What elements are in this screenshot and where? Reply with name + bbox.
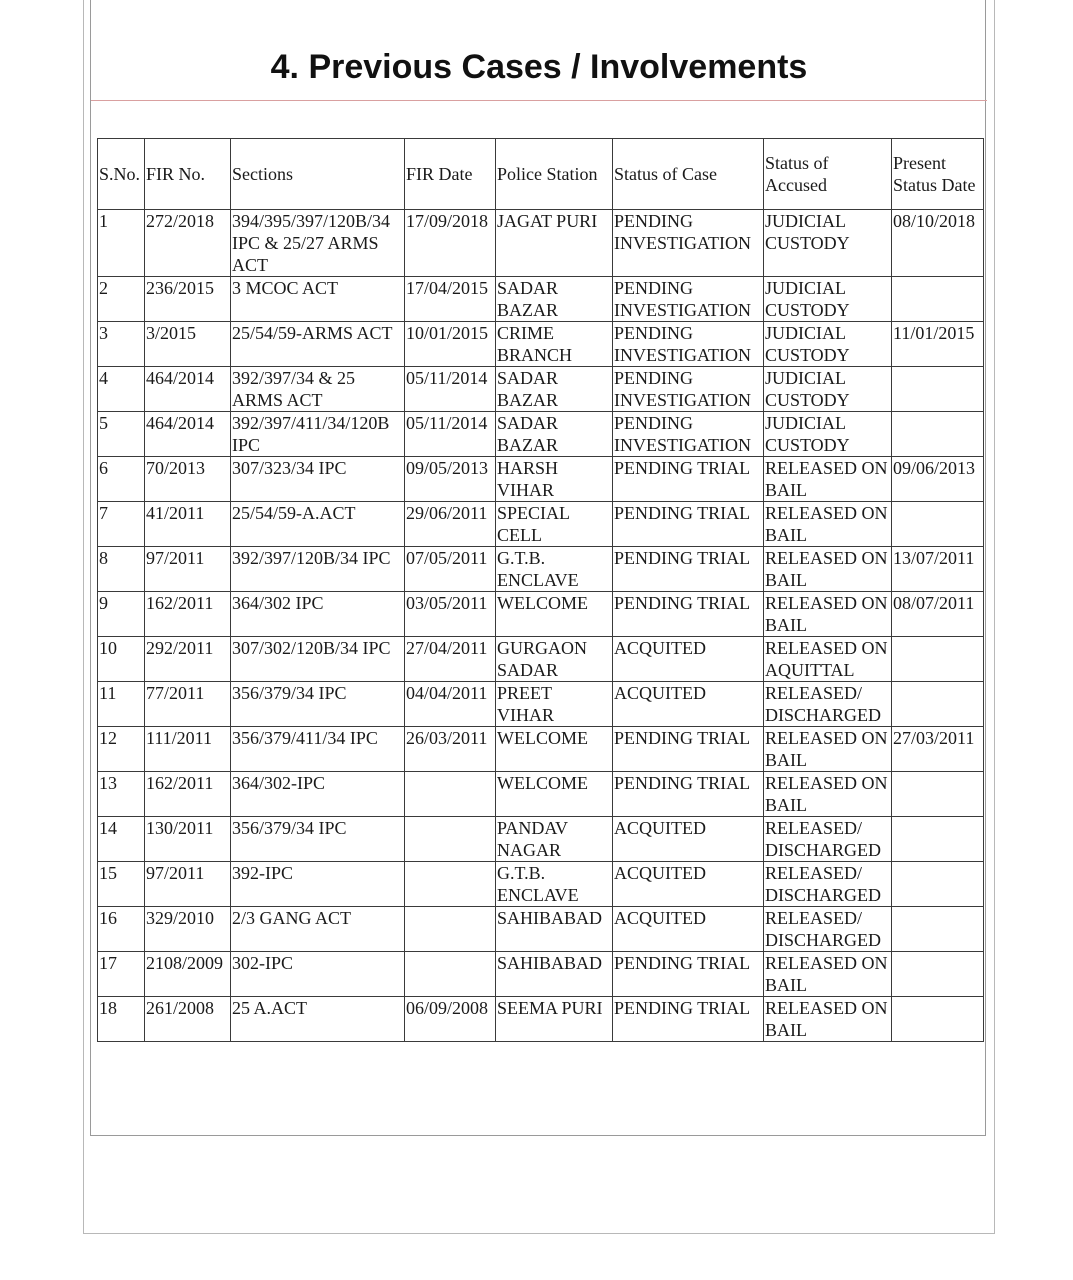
cell-fir-no: 162/2011 <box>145 772 231 817</box>
cell-fir-no: 97/2011 <box>145 547 231 592</box>
cell-sno: 15 <box>98 862 145 907</box>
cell-sno: 1 <box>98 210 145 277</box>
cell-status-of-case: PENDING TRIAL <box>613 997 764 1042</box>
cell-status-of-case: PENDING TRIAL <box>613 592 764 637</box>
cell-police-station: SADAR BAZAR <box>496 412 613 457</box>
cell-police-station: WELCOME <box>496 592 613 637</box>
cell-sno: 18 <box>98 997 145 1042</box>
cell-status-of-case: PENDING INVESTIGATION <box>613 210 764 277</box>
cell-present-status-date <box>892 412 984 457</box>
cell-fir-date: 03/05/2011 <box>405 592 496 637</box>
cell-present-status-date <box>892 952 984 997</box>
cell-police-station: SEEMA PURI <box>496 997 613 1042</box>
cell-status-of-case: PENDING TRIAL <box>613 772 764 817</box>
table-row <box>98 277 984 322</box>
cell-status-of-accused: RELEASED ON BAIL <box>764 547 892 592</box>
cell-fir-no: 41/2011 <box>145 502 231 547</box>
cell-police-station: PREET VIHAR <box>496 682 613 727</box>
cell-status-of-accused: RELEASED ON BAIL <box>764 997 892 1042</box>
title-divider <box>91 100 987 101</box>
cell-present-status-date <box>892 367 984 412</box>
table-row <box>98 682 984 727</box>
cell-sections: 392/397/34 & 25 ARMS ACT <box>231 367 405 412</box>
header-fir-no: FIR No. <box>145 139 231 210</box>
cell-present-status-date: 11/01/2015 <box>892 322 984 367</box>
cell-sno: 2 <box>98 277 145 322</box>
cell-status-of-accused: RELEASED ON BAIL <box>764 772 892 817</box>
cell-present-status-date <box>892 682 984 727</box>
cell-present-status-date: 08/07/2011 <box>892 592 984 637</box>
cell-present-status-date: 27/03/2011 <box>892 727 984 772</box>
cell-present-status-date <box>892 502 984 547</box>
cell-fir-no: 3/2015 <box>145 322 231 367</box>
cell-fir-date: 05/11/2014 <box>405 367 496 412</box>
cell-police-station: SADAR BAZAR <box>496 367 613 412</box>
cell-police-station: SAHIBABAD <box>496 907 613 952</box>
table-row <box>98 210 984 277</box>
cell-police-station: SPECIAL CELL <box>496 502 613 547</box>
cell-fir-date <box>405 862 496 907</box>
cell-sno: 12 <box>98 727 145 772</box>
header-fir-date: FIR Date <box>405 139 496 210</box>
cell-fir-date: 17/09/2018 <box>405 210 496 277</box>
cell-present-status-date <box>892 862 984 907</box>
cell-sections: 364/302 IPC <box>231 592 405 637</box>
cell-fir-no: 261/2008 <box>145 997 231 1042</box>
cell-status-of-case: PENDING TRIAL <box>613 457 764 502</box>
cell-fir-date <box>405 817 496 862</box>
cell-present-status-date <box>892 907 984 952</box>
cell-present-status-date: 13/07/2011 <box>892 547 984 592</box>
cell-sno: 14 <box>98 817 145 862</box>
cell-status-of-accused: JUDICIAL CUSTODY <box>764 367 892 412</box>
page-title: 4. Previous Cases / Involvements <box>270 48 808 86</box>
cell-sno: 10 <box>98 637 145 682</box>
cell-status-of-case: ACQUITED <box>613 862 764 907</box>
cell-sections: 25/54/59-ARMS ACT <box>231 322 405 367</box>
cell-fir-date <box>405 952 496 997</box>
cell-fir-no: 130/2011 <box>145 817 231 862</box>
table-header-row <box>98 139 984 210</box>
cell-sections: 25 A.ACT <box>231 997 405 1042</box>
cell-sections: 307/323/34 IPC <box>231 457 405 502</box>
table-row <box>98 322 984 367</box>
cell-sno: 6 <box>98 457 145 502</box>
cell-present-status-date <box>892 997 984 1042</box>
cell-status-of-case: PENDING INVESTIGATION <box>613 412 764 457</box>
cell-status-of-case: PENDING TRIAL <box>613 727 764 772</box>
cell-sno: 9 <box>98 592 145 637</box>
cell-status-of-case: ACQUITED <box>613 637 764 682</box>
cell-police-station: SAHIBABAD <box>496 952 613 997</box>
table-body <box>98 210 984 1042</box>
cell-status-of-accused: RELEASED ON BAIL <box>764 727 892 772</box>
cell-police-station: JAGAT PURI <box>496 210 613 277</box>
cell-fir-no: 272/2018 <box>145 210 231 277</box>
table-row <box>98 457 984 502</box>
cell-fir-date: 06/09/2008 <box>405 997 496 1042</box>
cell-fir-date: 04/04/2011 <box>405 682 496 727</box>
cell-status-of-case: PENDING INVESTIGATION <box>613 367 764 412</box>
cell-fir-no: 111/2011 <box>145 727 231 772</box>
table-row <box>98 547 984 592</box>
cell-sno: 3 <box>98 322 145 367</box>
cell-sections: 356/379/34 IPC <box>231 817 405 862</box>
cell-sno: 11 <box>98 682 145 727</box>
cell-fir-date: 29/06/2011 <box>405 502 496 547</box>
cell-police-station: WELCOME <box>496 727 613 772</box>
cell-police-station: GURGAON SADAR <box>496 637 613 682</box>
cell-sections: 3 MCOC ACT <box>231 277 405 322</box>
cell-present-status-date <box>892 277 984 322</box>
cell-present-status-date <box>892 637 984 682</box>
cell-sections: 302-IPC <box>231 952 405 997</box>
cases-table <box>97 138 984 1042</box>
table-row <box>98 862 984 907</box>
cell-status-of-accused: RELEASED/ DISCHARGED <box>764 907 892 952</box>
table-row <box>98 367 984 412</box>
cell-fir-no: 236/2015 <box>145 277 231 322</box>
cell-sections: 307/302/120B/34 IPC <box>231 637 405 682</box>
header-present-status-date: Present Status Date <box>892 139 984 210</box>
document-frame <box>90 0 986 1136</box>
cell-sections: 356/379/411/34 IPC <box>231 727 405 772</box>
cell-status-of-case: PENDING TRIAL <box>613 502 764 547</box>
table-row <box>98 592 984 637</box>
cell-fir-no: 97/2011 <box>145 862 231 907</box>
cell-status-of-accused: RELEASED/ DISCHARGED <box>764 862 892 907</box>
cell-status-of-case: ACQUITED <box>613 907 764 952</box>
cell-status-of-accused: RELEASED ON BAIL <box>764 457 892 502</box>
table-row <box>98 727 984 772</box>
table-row <box>98 772 984 817</box>
cell-sections: 364/302-IPC <box>231 772 405 817</box>
cell-status-of-accused: JUDICIAL CUSTODY <box>764 412 892 457</box>
header-sno: S.No. <box>98 139 145 210</box>
table-row <box>98 907 984 952</box>
cell-fir-date <box>405 772 496 817</box>
cell-police-station: G.T.B. ENCLAVE <box>496 862 613 907</box>
cell-police-station: SADAR BAZAR <box>496 277 613 322</box>
cell-police-station: HARSH VIHAR <box>496 457 613 502</box>
cell-status-of-accused: JUDICIAL CUSTODY <box>764 210 892 277</box>
cell-fir-no: 329/2010 <box>145 907 231 952</box>
cell-present-status-date: 09/06/2013 <box>892 457 984 502</box>
cell-status-of-case: PENDING TRIAL <box>613 952 764 997</box>
table-row <box>98 412 984 457</box>
cell-status-of-accused: JUDICIAL CUSTODY <box>764 322 892 367</box>
cell-status-of-accused: RELEASED/ DISCHARGED <box>764 682 892 727</box>
cell-sections: 392/397/120B/34 IPC <box>231 547 405 592</box>
header-police-station: Police Station <box>496 139 613 210</box>
cell-police-station: CRIME BRANCH <box>496 322 613 367</box>
cell-present-status-date <box>892 772 984 817</box>
cell-sections: 2/3 GANG ACT <box>231 907 405 952</box>
cell-fir-date: 09/05/2013 <box>405 457 496 502</box>
cell-sno: 16 <box>98 907 145 952</box>
cell-fir-no: 162/2011 <box>145 592 231 637</box>
cell-sections: 392-IPC <box>231 862 405 907</box>
cell-fir-date: 05/11/2014 <box>405 412 496 457</box>
cell-sections: 394/395/397/120B/34 IPC & 25/27 ARMS ACT <box>231 210 405 277</box>
cell-police-station: WELCOME <box>496 772 613 817</box>
cell-status-of-accused: JUDICIAL CUSTODY <box>764 277 892 322</box>
cell-fir-no: 464/2014 <box>145 367 231 412</box>
cell-status-of-accused: RELEASED ON BAIL <box>764 952 892 997</box>
cell-sno: 13 <box>98 772 145 817</box>
cell-sno: 8 <box>98 547 145 592</box>
cell-status-of-case: PENDING INVESTIGATION <box>613 322 764 367</box>
cell-fir-date: 26/03/2011 <box>405 727 496 772</box>
cell-fir-date: 17/04/2015 <box>405 277 496 322</box>
cell-fir-date: 27/04/2011 <box>405 637 496 682</box>
table-row <box>98 502 984 547</box>
cell-fir-date <box>405 907 496 952</box>
header-sections: Sections <box>231 139 405 210</box>
header-status-of-accused: Status of Accused <box>764 139 892 210</box>
cell-present-status-date <box>892 817 984 862</box>
cell-fir-date: 07/05/2011 <box>405 547 496 592</box>
cell-sections: 392/397/411/34/120B IPC <box>231 412 405 457</box>
cell-status-of-accused: RELEASED/ DISCHARGED <box>764 817 892 862</box>
cell-fir-no: 464/2014 <box>145 412 231 457</box>
cell-fir-date: 10/01/2015 <box>405 322 496 367</box>
cell-fir-no: 70/2013 <box>145 457 231 502</box>
cell-status-of-accused: RELEASED ON AQUITTAL <box>764 637 892 682</box>
cell-sections: 25/54/59-A.ACT <box>231 502 405 547</box>
cell-status-of-case: PENDING TRIAL <box>613 547 764 592</box>
cell-sections: 356/379/34 IPC <box>231 682 405 727</box>
cell-present-status-date: 08/10/2018 <box>892 210 984 277</box>
cell-fir-no: 292/2011 <box>145 637 231 682</box>
header-status-of-case: Status of Case <box>613 139 764 210</box>
cell-fir-no: 77/2011 <box>145 682 231 727</box>
table-row <box>98 637 984 682</box>
cell-status-of-accused: RELEASED ON BAIL <box>764 502 892 547</box>
document-page <box>83 0 995 1234</box>
table-row <box>98 952 984 997</box>
cell-fir-no: 2108/2009 <box>145 952 231 997</box>
cell-police-station: G.T.B. ENCLAVE <box>496 547 613 592</box>
cell-sno: 17 <box>98 952 145 997</box>
cell-police-station: PANDAV NAGAR <box>496 817 613 862</box>
cell-sno: 7 <box>98 502 145 547</box>
cell-status-of-case: PENDING INVESTIGATION <box>613 277 764 322</box>
table-row <box>98 817 984 862</box>
cell-sno: 5 <box>98 412 145 457</box>
cell-sno: 4 <box>98 367 145 412</box>
cell-status-of-case: ACQUITED <box>613 682 764 727</box>
table-row <box>98 997 984 1042</box>
cell-status-of-accused: RELEASED ON BAIL <box>764 592 892 637</box>
cell-status-of-case: ACQUITED <box>613 817 764 862</box>
